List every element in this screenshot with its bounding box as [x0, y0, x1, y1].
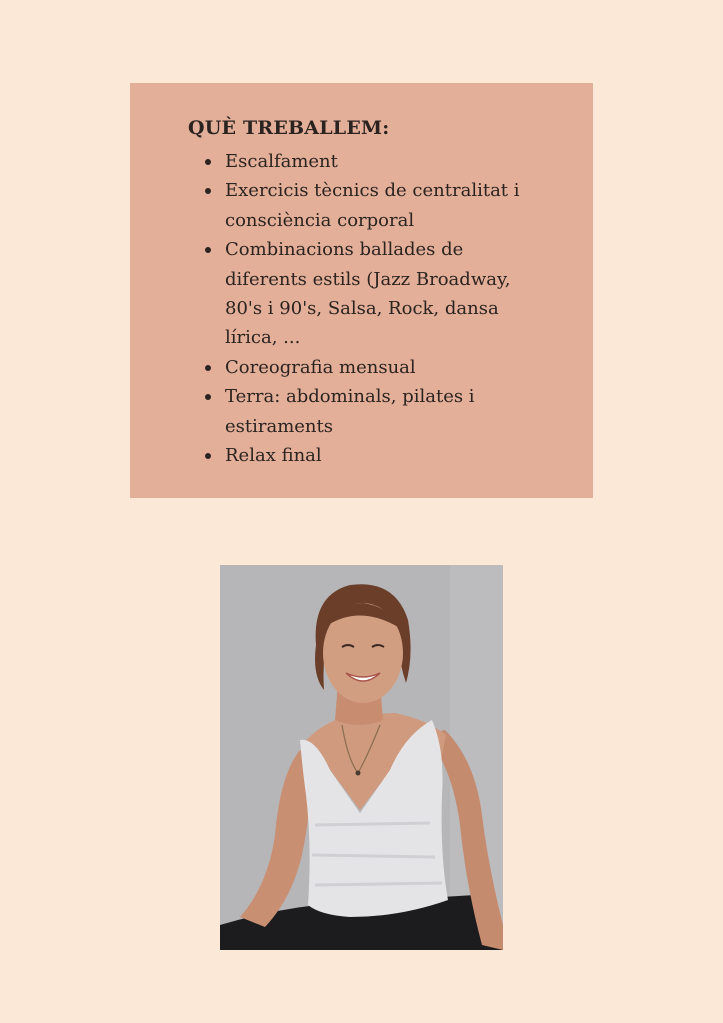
list-item: Terra: abdominals, pilates i estiraments: [225, 382, 545, 441]
info-panel: [130, 83, 593, 498]
list-item: Exercicis tècnics de centralitat i consciència corporal: [225, 176, 545, 235]
list-item: Combinacions ballades de diferents estils (Jazz Broadway, 80's i 90's, Salsa, Rock, dansa lírica, ...: [225, 235, 545, 353]
instructor-photo: [220, 565, 503, 950]
list-item: Coreografia mensual: [225, 353, 545, 382]
topics-list: [205, 147, 545, 470]
panel-title: QUÈ TREBALLEM:: [188, 117, 390, 139]
list-item: Escalfament: [225, 147, 545, 176]
list-item: Relax final: [225, 441, 545, 470]
